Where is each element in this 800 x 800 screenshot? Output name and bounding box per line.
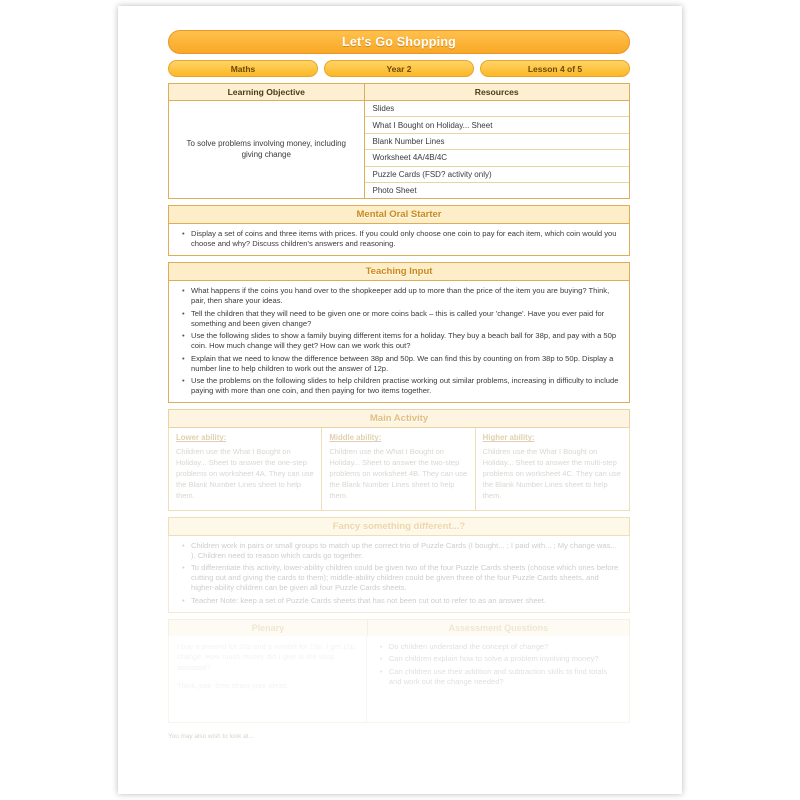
section-body-teaching-input xyxy=(168,281,630,403)
main-activity-column-lower xyxy=(169,428,322,509)
resource-item: What I Bought on Holiday... Sheet xyxy=(365,117,630,133)
bullet: • Use the following slides to show a family buying different items for a holiday. They buy a beach ball for 38p, and pay with a 50p coin. How much change will they get? How can we work this out? xyxy=(191,331,621,351)
learning-objective-text: To solve problems involving money, including giving change xyxy=(169,101,365,198)
meta-subject: Maths xyxy=(168,60,318,77)
plenary-paragraph: Think, pair, then share your ideas. xyxy=(177,680,289,690)
plenary-paragraph: I buy a pretend for 20p and a wristlet for 15p. I get 10p change. How much money did I give to the shop assistant? xyxy=(177,641,355,672)
resources-list xyxy=(365,101,630,198)
bullet: • Can children explain how to solve a problem involving money? xyxy=(389,654,621,664)
section-title-assessment-questions: Assessment Questions xyxy=(367,619,630,636)
section-title-plenary: Plenary xyxy=(168,619,367,636)
bullet: • To differentiate this activity, lower-ability children could be given two of the four Puzzle Cards sheets (choose which ones before cutting out and giving the cards to them); middle-ability children could be given three of the four Puzzle Cards sheets, and higher-ability children can be given all four Puzzle Cards sheets. xyxy=(191,563,621,593)
section-title-main-activity: Main Activity xyxy=(168,409,630,428)
bullet: • Children work in pairs or small groups to match up the correct trio of Puzzle Cards (I bought... ; I paid with... ; My change was... ). Children need to reason which cards go together. xyxy=(191,541,621,561)
resource-item: Blank Number Lines xyxy=(365,134,630,150)
table-body-row xyxy=(169,101,629,198)
plenary-assessment-columns xyxy=(168,636,630,723)
bullet: • Use the problems on the following slides to help children practise working out similar problems, increasing in difficulty to include paying with more than one coin, and then paying for two items together. xyxy=(191,376,621,396)
bullet: • Do children understand the concept of change? xyxy=(389,642,621,652)
section-title-mental-oral-starter: Mental Oral Starter xyxy=(168,205,630,224)
page-title: Let's Go Shopping xyxy=(168,30,630,54)
lesson-plan-sheet xyxy=(168,30,630,770)
bullet: • Teacher Note: keep a set of Puzzle Cards sheets that has not been cut out to refer to as an answer sheet. xyxy=(191,596,621,606)
main-activity-column-higher xyxy=(476,428,629,509)
resource-item: Photo Sheet xyxy=(372,186,417,196)
plenary-body xyxy=(169,636,367,722)
objective-resources-table xyxy=(168,83,630,199)
column-title: Higher ability: xyxy=(482,433,535,443)
plenary-header-row xyxy=(168,619,630,636)
column-title: Middle ability: xyxy=(329,433,382,443)
resource-item: Worksheet 4A/4B/4C xyxy=(365,150,630,166)
column-text: Children use the What I Bought on Holiday... Sheet to answer the two-step problems on worksheet 4B. They can use the Blank Number Lines sheet to help them. xyxy=(329,447,468,500)
section-title-teaching-input: Teaching Input xyxy=(168,262,630,281)
header-resources: Resources xyxy=(365,84,630,101)
meta-year: Year 2 xyxy=(324,60,474,77)
assessment-body xyxy=(367,636,629,722)
main-activity-column-middle xyxy=(322,428,475,509)
resource-item: Slides xyxy=(365,101,630,117)
header-learning-objective: Learning Objective xyxy=(169,84,365,101)
section-title-fancy-something-different: Fancy something different...? xyxy=(168,517,630,536)
bullet: • Can children use their addition and subtraction skills to find totals and work out the change needed? xyxy=(389,667,621,687)
bullet: • Tell the children that they will need to be given one or more coins back – this is called your 'change'. Have you ever paid for something and been given change? xyxy=(191,309,621,329)
main-activity-columns xyxy=(168,428,630,510)
bullet: • What happens if the coins you hand over to the shopkeeper add up to more than the price of the item you are buying? Think, pair, then share your ideas. xyxy=(191,286,621,306)
bullet: • Explain that we need to know the difference between 38p and 50p. We can find this by counting on from 38p to 50p. Display a number line to help children to work out the answer of 12p. xyxy=(191,354,621,374)
column-text: Children use the What I Bought on Holiday... Sheet to answer the multi-step problems on worksheet 4C. They can use the Blank Number Lines sheet to help them. xyxy=(482,447,621,500)
column-title: Lower ability: xyxy=(176,433,227,443)
resource-item: Puzzle Cards (FSD? activity only) xyxy=(365,167,630,183)
bullet: • Display a set of coins and three items with prices. If you could only choose one coin to pay for each item, which coin would you choose and why? Discuss children's answers and reasoning. xyxy=(191,229,621,249)
meta-lesson: Lesson 4 of 5 xyxy=(480,60,630,77)
column-text: Children use the What I Bought on Holiday... Sheet to answer the one-step problems on worksheet 4A. They can use the Blank Number Lines sheet to help them. xyxy=(176,447,314,500)
lesson-meta-row xyxy=(168,60,630,77)
footer-note: You may also wish to look at... xyxy=(168,732,254,740)
section-body-fancy-something-different xyxy=(168,536,630,613)
table-header-row xyxy=(169,84,629,101)
section-body-mental-oral-starter xyxy=(168,224,630,256)
